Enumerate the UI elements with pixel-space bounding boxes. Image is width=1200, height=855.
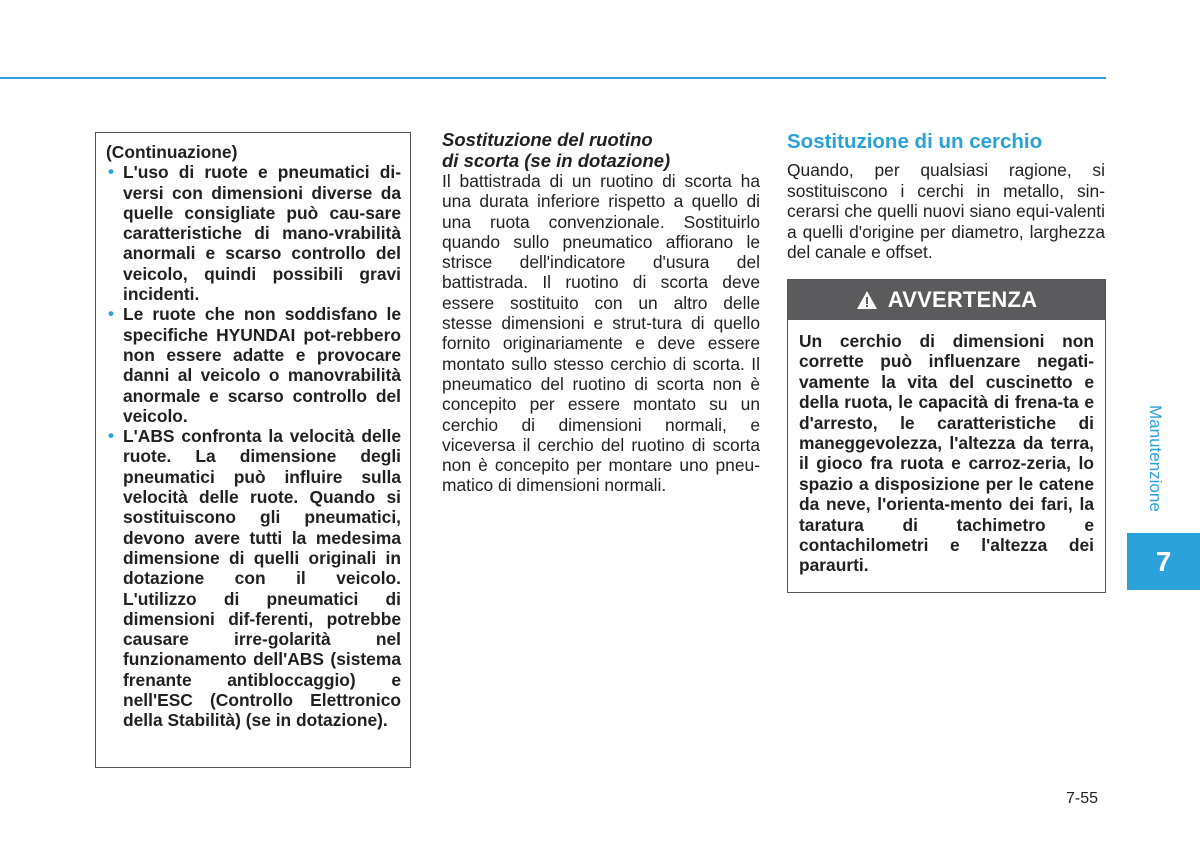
page-number: 7-55 <box>1066 790 1099 807</box>
warning-header <box>788 280 1105 320</box>
wheel-replacement-section <box>787 130 1105 263</box>
warning-triangle-icon <box>856 290 878 310</box>
spare-tire-section <box>442 130 760 496</box>
chapter-tab: 7 <box>1127 533 1200 590</box>
spare-tire-heading <box>442 130 760 171</box>
spare-tire-heading-line2: di scorta (se in dotazione) <box>442 149 671 171</box>
warning-box <box>787 279 1106 593</box>
wheel-replacement-body: Quando, per qualsiasi ragione, si sostituiscono i cerchi in metallo, sin-cerarsi che quelli nuovi siano equi-valenti a quelli d'origine per diametro, larghezza del canale e offset. <box>787 160 1105 263</box>
wheel-replacement-heading: Sostituzione di un cerchio <box>787 130 1043 153</box>
continuation-title: (Continuazione) <box>106 142 238 162</box>
bullet-item: • Le ruote che non soddisfano le specifiche HYUNDAI pot-rebbero non essere adatte e provocare danni al veicolo o manovrabilità anormale e scarso controllo del veicolo. <box>106 304 401 426</box>
spare-tire-body: Il battistrada di un ruotino di scorta ha una durata inferiore rispetto a quello di una ruota convenzionale. Sostituirlo quando sullo pneumatico affiorano le strisce dell'indicatore d'usura del battistrada. Il ruotino di scorta deve essere sostituito con un altro delle stesse dimensioni e strut-tura di quello fornito originariamente e deve essere montato sullo stesso cerchio di scorta. Il pneumatico del ruotino di scorta non è concepito per essere montato su un cerchio di dimensioni normali, e viceversa il cerchio del ruotino di scorta non è concepito per montare uno pneu-matico di dimensioni normali. <box>442 171 760 496</box>
continuation-warning-box <box>95 132 411 768</box>
spare-tire-heading-line1: Sostituzione del ruotino <box>442 129 653 150</box>
header-rule <box>0 77 1106 79</box>
section-side-label: Manutenzione <box>1146 405 1165 512</box>
warning-text: Un cerchio di dimensioni non corrette può influenzare negati-vamente la vita del cuscinetto e della ruota, le capacità di frena-ta e d'arresto, le caratteristiche di maneggevolezza, l'altezza da terra, il gioco fra ruota e carroz-zeria, lo spazio a disposizione per le catene da neve, l'orienta-mento dei fari, la taratura di tachimetro e contachilometri e l'altezza dei paraurti. <box>799 331 1094 576</box>
warning-title: AVVERTENZA <box>887 287 1038 312</box>
bullet-item: • L'ABS confronta la velocità delle ruote. La dimensione degli pneumatici può influire sulla velocità delle ruote. Quando si sostituiscono gli pneumatici, devono avere tutti la medesima dimensione di quelli originali in dotazione con il veicolo. L'utilizzo di pneumatici di dimensioni dif-ferenti, potrebbe causare irre-golarità nel funzionamento dell'ABS (sistema frenante antibloccaggio) e nell'ESC (Controllo Elettronico della Stabilità) (se in dotazione). <box>106 426 401 730</box>
warning-bullet-list <box>106 162 401 730</box>
bullet-item: • L'uso di ruote e pneumatici di-versi con dimensioni diverse da quelle consigliate può cau-sare caratteristiche di mano-vrabilità anormali e scarso controllo del veicolo, quindi possibili gravi incidenti. <box>106 162 401 304</box>
